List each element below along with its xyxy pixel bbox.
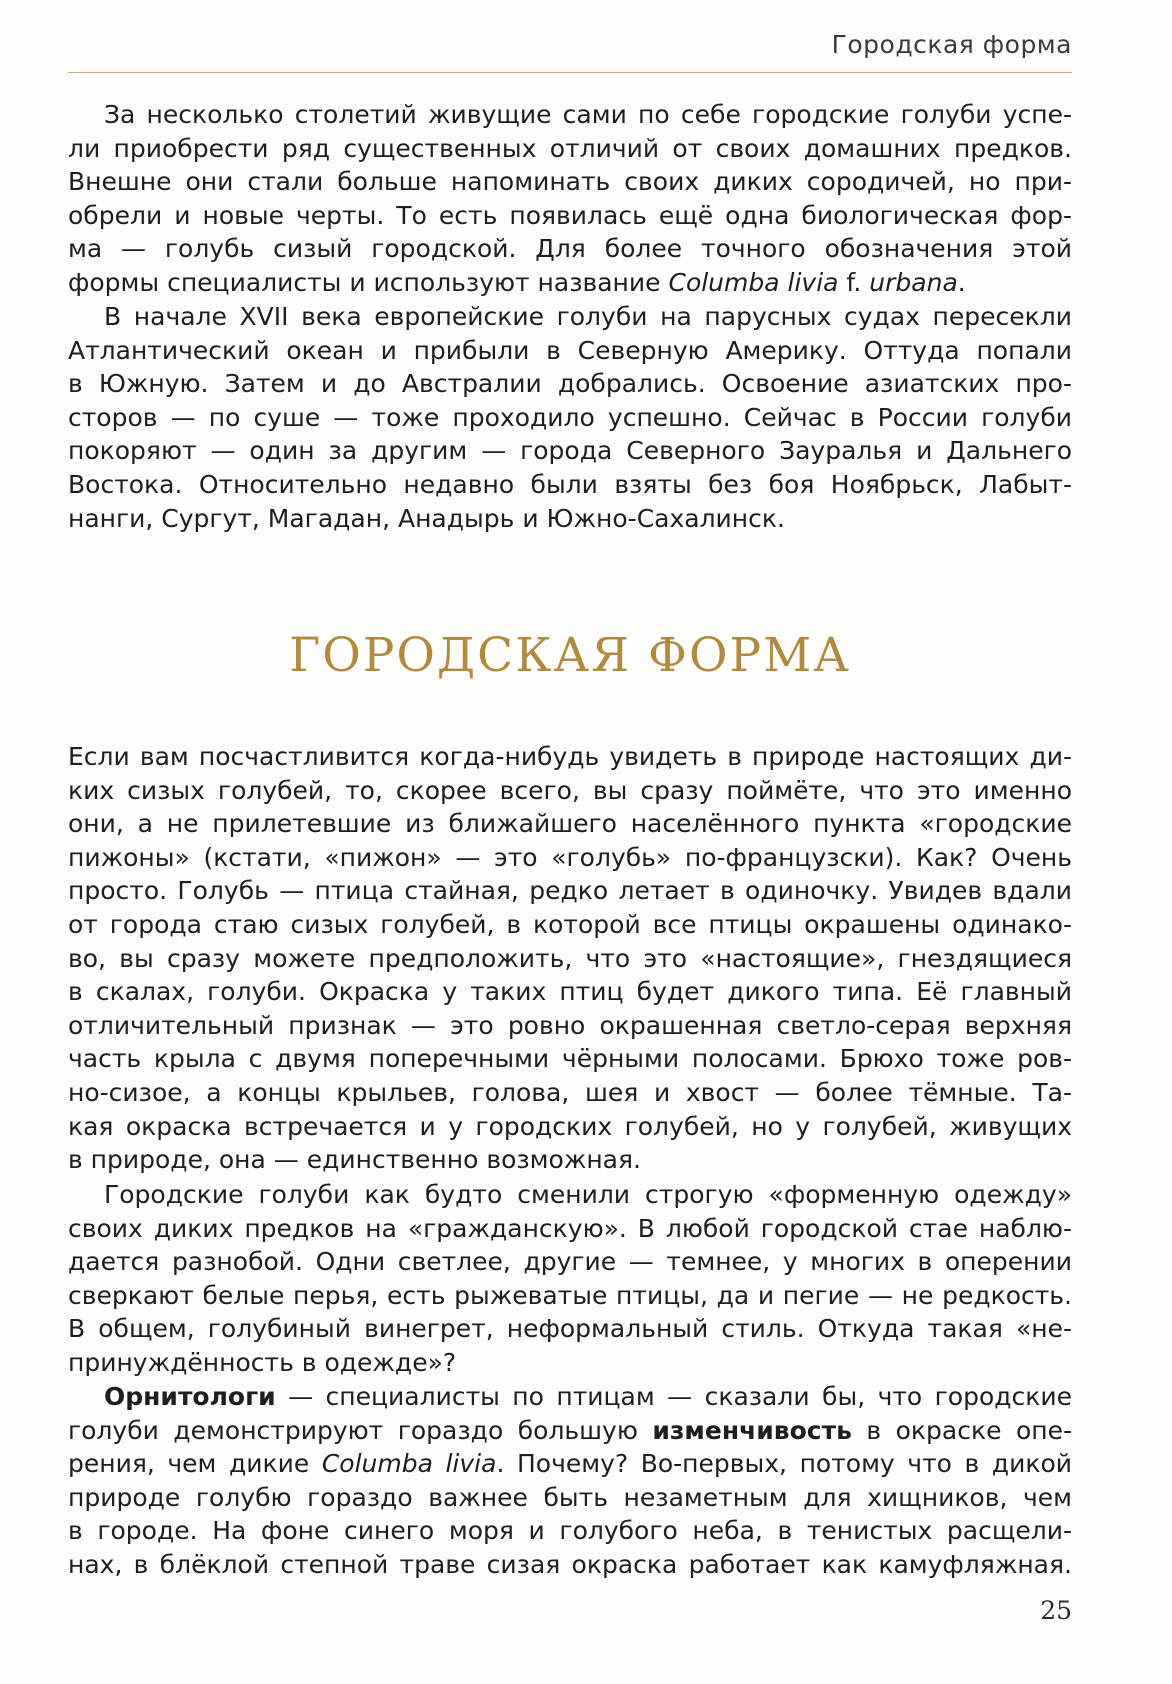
text-line: природе голубю гораздо важнее быть незаметным для хищников, чем	[68, 1482, 1072, 1512]
text-line: обрели и новые черты. То есть появилась ещё одна биологическая фор-	[68, 200, 1072, 230]
running-head: Городская форма	[831, 30, 1072, 59]
text-line: сверкают белые перья, есть рыжеватые птицы, да и пегие — не редкость.	[68, 1280, 1072, 1310]
text-line: от города стаю сизых голубей, в которой все птицы окрашены одинако-	[68, 909, 1072, 939]
text-line: часть крыла с двумя поперечными чёрными полосами. Брюхо тоже ров-	[68, 1044, 1072, 1074]
text-line: они, а не прилетевшие из ближайшего населённого пункта «городские	[68, 809, 1072, 839]
text-run: голуби демонстрируют гораздо большую	[68, 1415, 653, 1445]
species-name: Columba livia	[668, 267, 839, 297]
paragraph-1	[68, 98, 1072, 300]
text-line: кая окраска встречается и у городских голубей, но у голубей, живущих	[68, 1111, 1072, 1141]
text-line: своих диких предков на «гражданскую». В любой городской стае наблю-	[68, 1213, 1072, 1243]
text-run: рения, чем дикие	[68, 1449, 322, 1479]
text-line: отличительный признак — это ровно окрашенная светло-серая верхняя	[68, 1010, 1072, 1040]
text-run: формы специалисты и используют название	[68, 267, 669, 297]
text-line: пижоны» (кстати, «пижон» — это «голубь» по-французски). Как? Очень	[68, 842, 1072, 872]
text-line: сторов — по суше — тоже проходило успешно. Сейчас в России голуби	[68, 402, 1072, 432]
paragraph-5	[68, 1380, 1072, 1582]
text-line: Внешне они стали больше напоминать своих диких сородичей, но при-	[68, 167, 1072, 197]
text-run: в окраске опе-	[851, 1415, 1072, 1445]
text-line: В начале XVII века европейские голуби на парусных судах пересекли	[104, 302, 1072, 331]
text-line: Если вам посчастливится когда-нибудь увидеть в природе настоящих ди-	[68, 742, 1072, 771]
section-heading: ГОРОДСКАЯ ФОРМА	[289, 628, 851, 683]
text-line: дается разнобой. Одни светлее, другие — темнее, у многих в оперении	[68, 1247, 1072, 1277]
text-line: просто. Голубь — птица стайная, редко летает в одиночку. Увидев вдали	[68, 876, 1072, 906]
text-line: ких сизых голубей, то, скорее всего, вы сразу поймёте, что это именно	[68, 775, 1072, 805]
species-name: Columba livia	[321, 1449, 497, 1479]
text-line: В общем, голубиный винегрет, неформальный стиль. Откуда такая «не-	[68, 1314, 1072, 1344]
text-run: — специалисты по птицам — сказали бы, что городские	[275, 1382, 1072, 1411]
text-line	[68, 1447, 1072, 1481]
text-run: .	[957, 267, 966, 297]
text-line	[68, 1414, 1072, 1448]
header-rule	[68, 72, 1072, 73]
text-run: . Почему? Во-первых, потому что в дикой	[496, 1449, 1072, 1479]
paragraph-2	[68, 300, 1072, 535]
paragraph-4	[68, 1178, 1072, 1380]
text-line: в городе. На фоне синего моря и голубого неба, в тенистых расщели-	[68, 1516, 1072, 1546]
text-line: ли приобрести ряд существенных отличий от своих домашних предков.	[68, 133, 1072, 163]
text-line: но-сизое, а концы крыльев, голова, шея и хвост — более тёмные. Та-	[68, 1077, 1072, 1107]
text-run: f.	[838, 267, 870, 297]
text-line: За несколько столетий живущие сами по себе городские голуби успе-	[104, 100, 1072, 129]
paragraph-3	[68, 740, 1072, 1177]
text-line: Городские голуби как будто сменили строгую «форменную одежду»	[104, 1180, 1072, 1209]
text-line: ма — голубь сизый городской. Для более точного обозначения этой	[68, 234, 1072, 264]
text-line	[68, 266, 1072, 300]
text-line: нанги, Сургут, Магадан, Анадырь и Южно-Сахалинск.	[68, 503, 785, 533]
text-line: покоряют — один за другим — города Северного Зауралья и Дальнего	[68, 436, 1072, 466]
text-line: в скалах, голуби. Окраска у таких птиц будет дикого типа. Её главный	[68, 977, 1072, 1007]
text-line: принуждённость в одежде»?	[68, 1347, 457, 1377]
page-number: 25	[1040, 1596, 1072, 1625]
text-line: Востока. Относительно недавно были взяты без боя Ноябрьск, Лабыт-	[68, 469, 1072, 499]
term-variability: изменчивость	[652, 1415, 852, 1445]
text-line: Атлантический океан и прибыли в Северную Америку. Оттуда попали	[68, 335, 1072, 365]
term-ornithologists: Орнитологи	[104, 1382, 276, 1411]
text-line: в природе, она — единственно возможная.	[68, 1145, 641, 1175]
text-line: во, вы сразу можете предположить, что это «настоящие», гнездящиеся	[68, 943, 1072, 973]
text-line: в Южную. Затем и до Австралии добрались. Освоение азиатских про-	[68, 369, 1072, 399]
text-line	[68, 1380, 1072, 1414]
text-line: нах, в блёклой степной траве сизая окраска работает как камуфляжная.	[68, 1549, 1072, 1579]
form-name: urbana	[869, 267, 958, 297]
